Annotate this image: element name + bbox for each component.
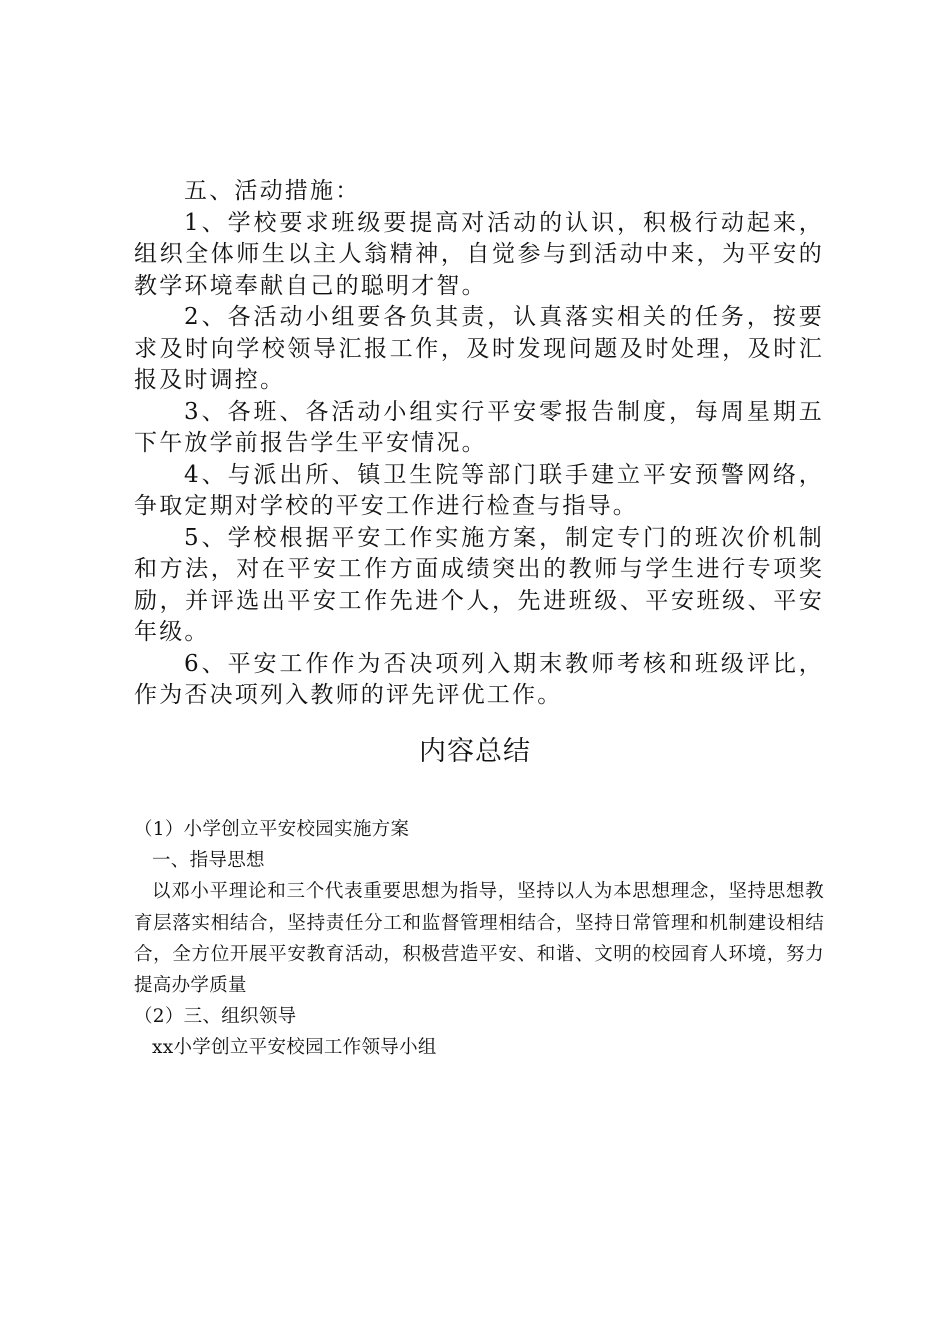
summary-line-organization: （2）三、组织领导 — [134, 1006, 297, 1028]
activity-measures-section — [134, 176, 824, 712]
measure-item-4: 4、与派出所、镇卫生院等部门联手建立平安预警网络，争取定期对学校的平安工作进行检查与指导。 — [134, 461, 824, 519]
section-heading: 五、活动措施： — [184, 178, 361, 204]
summary-paragraph: 以邓小平理论和三个代表重要思想为指导，坚持以人为本思想理念，坚持思想教育层落实相结合，坚持责任分工和监督管理相结合，坚持日常管理和机制建设相结合，全方位开展平安教育活动，积极营造平安、和谐、文明的校园育人环境，努力提高办学质量 — [134, 881, 824, 997]
summary-line-guiding: 一、指导思想 — [152, 850, 265, 872]
measure-item-5: 5、学校根据平安工作实施方案，制定专门的班次价机制和方法，对在平安工作方面成绩突出的教师与学生进行专项奖励，并评选出平安工作先进个人，先进班级、平安班级、平安年级。 — [134, 524, 824, 645]
measure-item-2: 2、各活动小组要各负其责，认真落实相关的任务，按要求及时向学校领导汇报工作，及时发现问题及时处理，及时汇报及时调控。 — [134, 304, 824, 393]
measure-item-3: 3、各班、各活动小组实行平安零报告制度，每周星期五下午放学前报告学生平安情况。 — [134, 398, 824, 456]
summary-title: 内容总结 — [419, 736, 531, 767]
summary-line-leadership: xx小学创立平安校园工作领导小组 — [152, 1037, 437, 1059]
summary-line-plan: （1）小学创立平安校园实施方案 — [134, 819, 410, 840]
measure-item-6: 6、平安工作作为否决项列入期末教师考核和班级评比，作为否决项列入教师的评先评优工作。 — [134, 650, 824, 708]
summary-section — [134, 814, 824, 1064]
measure-item-1: 1、学校要求班级要提高对活动的认识，积极行动起来，组织全体师生以主人翁精神，自觉参与到活动中来，为平安的教学环境奉献自己的聪明才智。 — [134, 209, 824, 299]
